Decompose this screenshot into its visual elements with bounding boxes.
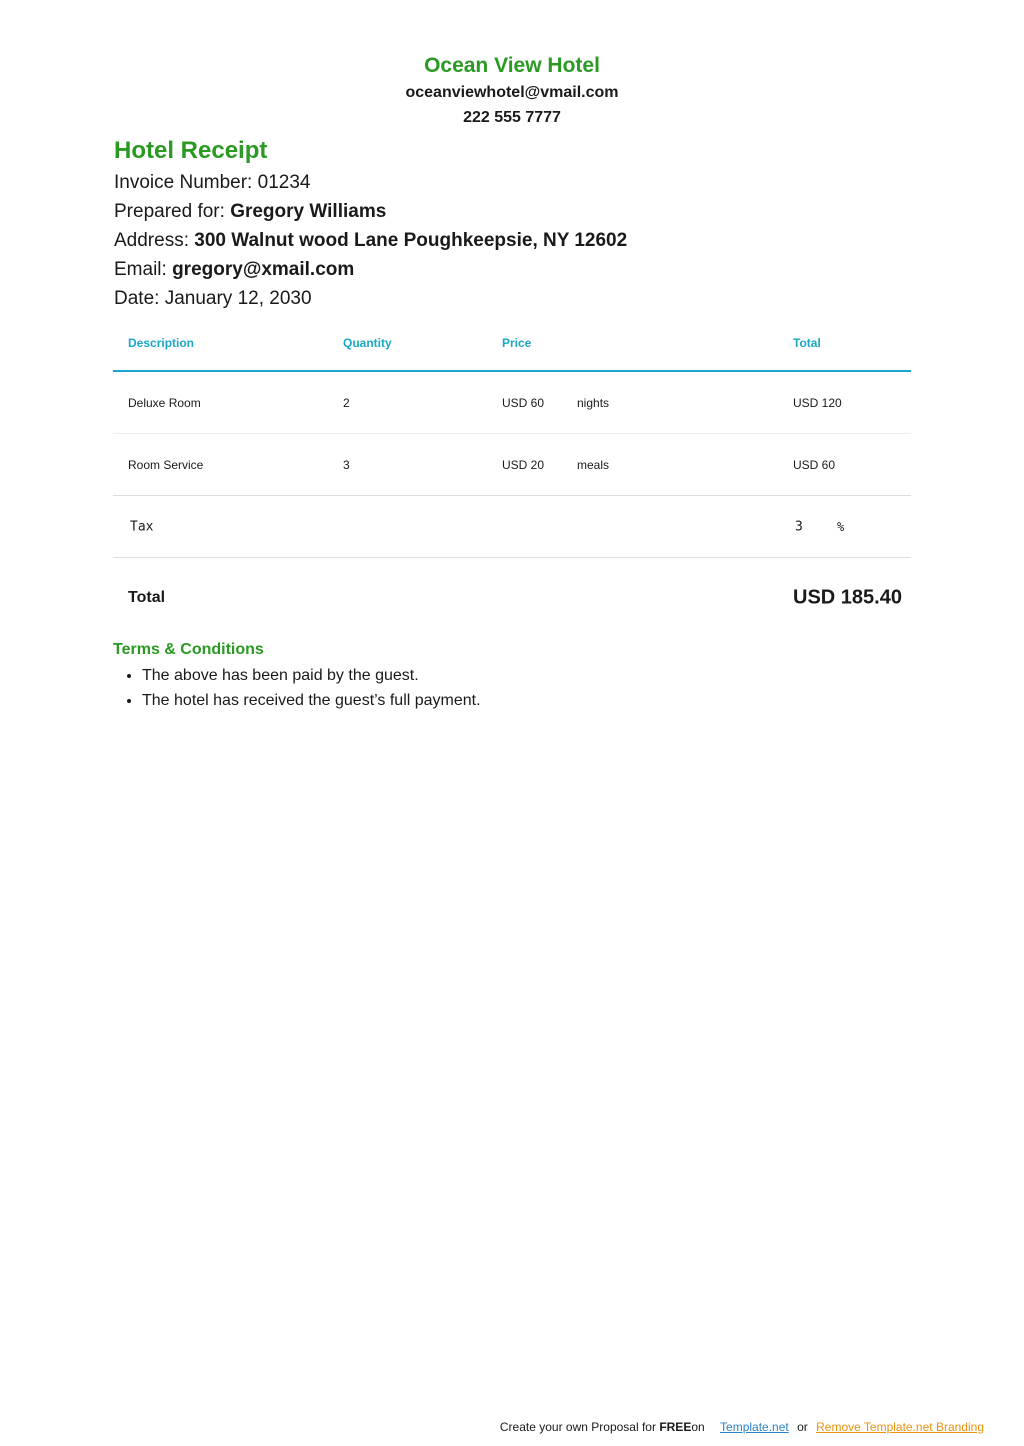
remove-branding-link[interactable]: Remove Template.net Branding bbox=[816, 1420, 984, 1434]
footer-branding bbox=[500, 1419, 984, 1435]
footer-free: FREE bbox=[659, 1420, 692, 1434]
email-line bbox=[114, 255, 914, 284]
table-row bbox=[113, 434, 911, 496]
header-price: Price bbox=[502, 335, 532, 350]
grand-total-label: Total bbox=[128, 589, 166, 606]
invoice-label: Invoice Number: bbox=[114, 172, 253, 193]
receipt-info bbox=[114, 134, 914, 313]
header-quantity: Quantity bbox=[343, 335, 392, 350]
footer-prefix: Create your own Proposal for bbox=[499, 1420, 656, 1434]
date-value: January 12, 2030 bbox=[164, 288, 312, 309]
terms-list bbox=[113, 663, 913, 713]
row-total: USD 120 bbox=[793, 395, 842, 410]
table-row bbox=[113, 372, 911, 434]
row-quantity: 2 bbox=[343, 395, 350, 410]
invoice-value: 01234 bbox=[257, 172, 311, 193]
header-description: Description bbox=[128, 335, 195, 350]
items-table bbox=[113, 315, 911, 638]
tax-unit: % bbox=[837, 519, 845, 534]
footer-on: on bbox=[691, 1420, 705, 1434]
footer-or: or bbox=[797, 1420, 808, 1434]
tax-row bbox=[113, 496, 911, 558]
row-price: USD 20 bbox=[502, 457, 545, 472]
terms-section bbox=[113, 639, 913, 713]
terms-title: Terms & Conditions bbox=[113, 641, 264, 658]
row-total: USD 60 bbox=[793, 457, 836, 472]
row-quantity: 3 bbox=[343, 457, 350, 472]
prepared-value: Gregory Williams bbox=[230, 201, 387, 222]
date-line bbox=[114, 284, 914, 313]
invoice-number-line bbox=[114, 168, 914, 197]
prepared-label: Prepared for: bbox=[114, 201, 225, 222]
hotel-header bbox=[0, 52, 1024, 130]
header-total: Total bbox=[793, 335, 821, 350]
hotel-phone: 222 555 7777 bbox=[463, 109, 561, 126]
date-label: Date: bbox=[114, 288, 160, 309]
tax-value: 3 bbox=[795, 519, 803, 534]
table-header bbox=[113, 315, 911, 372]
prepared-for-line bbox=[114, 197, 914, 226]
address-value: 300 Walnut wood Lane Poughkeepsie, NY 12602 bbox=[194, 230, 628, 251]
row-description: Deluxe Room bbox=[128, 395, 201, 410]
template-net-link[interactable]: Template.net bbox=[720, 1420, 789, 1434]
email-label: Email: bbox=[114, 259, 167, 280]
grand-total-row bbox=[113, 558, 911, 638]
row-unit: meals bbox=[577, 457, 610, 472]
hotel-email: oceanviewhotel@vmail.com bbox=[405, 84, 619, 101]
row-unit: nights bbox=[577, 395, 610, 410]
row-price: USD 60 bbox=[502, 395, 545, 410]
row-description: Room Service bbox=[128, 457, 204, 472]
email-value: gregory@xmail.com bbox=[172, 259, 355, 280]
address-line bbox=[114, 226, 914, 255]
tax-label: Tax bbox=[130, 519, 154, 534]
list-item: • The above has been paid by the guest. bbox=[142, 663, 913, 688]
receipt-title: Hotel Receipt bbox=[114, 137, 268, 164]
address-label: Address: bbox=[114, 230, 189, 251]
grand-total-amount: USD 185.40 bbox=[793, 586, 902, 609]
hotel-name: Ocean View Hotel bbox=[424, 54, 600, 77]
list-item: • The hotel has received the guest’s full payment. bbox=[142, 688, 913, 713]
